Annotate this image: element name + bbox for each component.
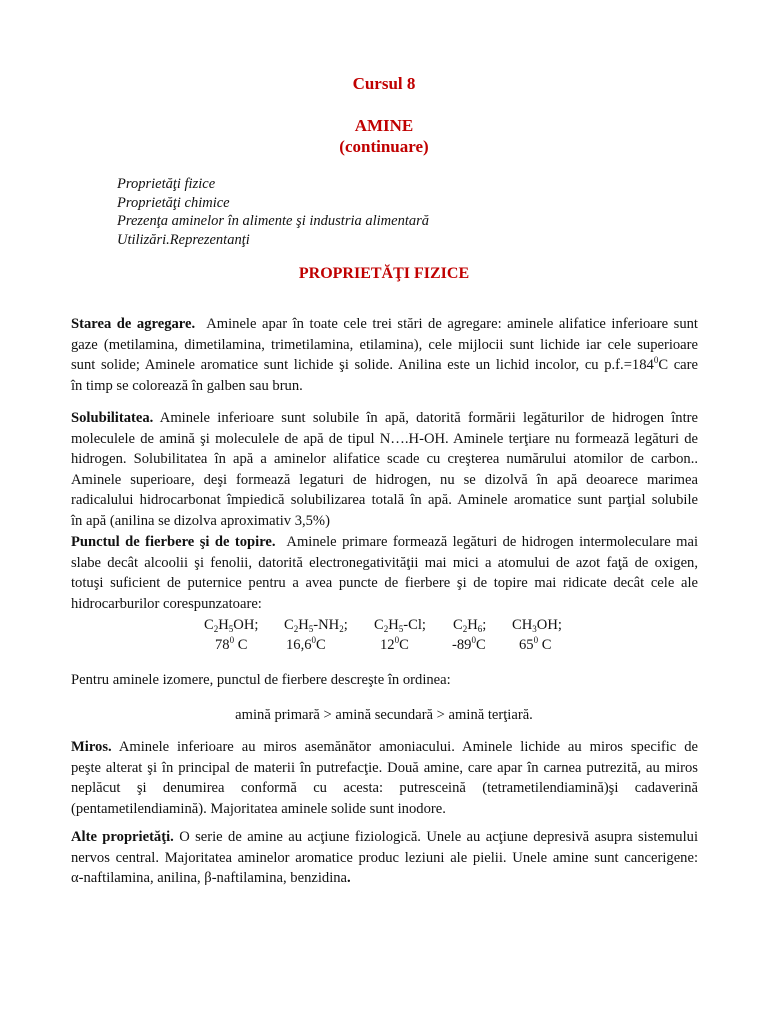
compound-formula-row: [0, 615, 768, 635]
paragraph-text: hidrogen. Solubilitatea în apă a aminelor alifatice scade cu creşterea numărului atomilor de carbon..: [71, 451, 698, 468]
paragraph-text: neplăcut şi denumirea conformă cu acesta: putresceină (tetrametilendiamină)şi cadaverină: [71, 780, 698, 797]
contents-list: [117, 175, 429, 249]
paragraph-miros: [71, 737, 698, 819]
contents-item: Utilizări.Reprezentanţi: [117, 231, 250, 248]
paragraph-fierbere: [71, 532, 698, 614]
compound-formula: $CH_3OH$;: [512, 617, 562, 634]
paragraph-text: radicalului hidrocarbonat împiedică solubilizarea totală în apă. Aminele aromatice sunt parţial solubile: [71, 492, 698, 509]
paragraph-izomere: [71, 670, 698, 691]
paragraph-text: nervos central. Majoritatea aminelor aromatice produc leziuni ale pielii. Unele amine sunt cancerigene:: [71, 849, 698, 866]
boiling-point: $-89^0C$: [452, 635, 486, 653]
boiling-order-line: amină primară > amină secundară > amină terţiară.: [235, 707, 533, 723]
paragraph-solubilitate: [71, 408, 698, 532]
paragraph-text: peşte alterat şi în principal de materii în putrefacţie. Două amine, care apar în carnea putrezită, au miros: [71, 759, 698, 776]
paragraph-text: Aminele apar în toate cele trei stări de agregare: aminele alifatice inferioare sunt: [206, 316, 698, 332]
paragraph-text: Aminele inferioare sunt solubile în apă, datorită formării legăturilor de hidrogen între: [159, 410, 698, 426]
contents-item: Prezenţa aminelor în alimente şi industria alimentară: [117, 213, 429, 229]
compound-formula: $C_2H_6$;: [453, 617, 487, 634]
contents-item: Proprietăţi chimice: [117, 194, 230, 211]
paragraph-text: O serie de amine au acţiune fiziologică. Unele au acţiune depresivă asupra sistemului: [179, 829, 698, 845]
paragraph-agregare: [71, 314, 698, 396]
paragraph-text: C care: [658, 357, 698, 374]
paragraph-text: Aminele inferioare au miros asemănător amoniacului. Aminele lichide au miros specific de: [118, 739, 698, 755]
compound-formula: $C_2H_5-Cl$;: [374, 617, 426, 634]
boiling-point: $65^0$ C: [519, 635, 552, 653]
paragraph-text: Pentru aminele izomere, punctul de fierbere descreşte în ordinea:: [71, 672, 451, 688]
paragraph-text: (pentametilendiamină). Majoritatea aminele solide sunt inodore.: [71, 800, 446, 817]
paragraph-text: gaze (metilamina, dimetilamina, trimetilamina, etilamina), cele mijlocii sunt lichide iar cele superioare: [71, 336, 698, 353]
paragraph-label: Starea de agregare.: [71, 316, 196, 332]
topic-subtitle: (continuare): [339, 137, 429, 156]
paragraph-text: moleculele de amină şi moleculele de apă de tipul N….H-OH. Aminele terţiare nu formează legături de: [71, 430, 698, 447]
paragraph-text: slabe decât alcoolii şi fenolii, datorită electronegativităţii mai mici a atomului de azot faţă de oxigen,: [71, 554, 698, 571]
paragraph-text: sunt solide; Aminele aromatice sunt lichide şi solide. Anilina este un lichid incolor, cu p.f.=184: [71, 357, 654, 374]
paragraph-text: în apă (anilina se dizolva aproximativ 3,5%): [71, 512, 330, 529]
paragraph-text: hidrocarburilor corespunzatoare:: [71, 595, 262, 612]
paragraph-text: Aminele primare formează legături de hidrogen intermoleculare mai: [286, 534, 698, 550]
paragraph-label: Solubilitatea.: [71, 410, 154, 426]
contents-item: Proprietăţi fizice: [117, 176, 216, 192]
compound-formula: $C_2H_5OH$;: [204, 617, 259, 634]
paragraph-label: Punctul de fierbere şi de topire.: [71, 534, 276, 550]
topic-title: AMINE: [354, 116, 414, 135]
boiling-point-row: [0, 635, 768, 655]
boiling-point: 16,6$^0$C: [286, 635, 326, 653]
paragraph-text: totuşi suficient de puternice pentru a avea puncte de fierbere şi de topire mai ridicate decât cele ale: [71, 575, 698, 592]
degree-sup: 0: [653, 355, 659, 366]
course-title: Cursul 8: [352, 74, 416, 93]
paragraph-text: Aminele superioare, deşi formează legaturi de hidrogen, nu se dizolvă în apă deoarece marimea: [71, 471, 698, 488]
paragraph-label: Alte proprietăţi.: [71, 829, 174, 845]
paragraph-alte: [71, 827, 698, 889]
boiling-point: $12^0C$: [380, 635, 409, 653]
section-title: PROPRIETĂŢI FIZICE: [298, 265, 470, 282]
paragraph-label: Miros.: [71, 739, 112, 755]
paragraph-text: α-naftilamina, anilina, β-naftilamina, benzidina: [71, 870, 348, 887]
paragraph-text: în timp se colorează în galben sau brun.: [71, 377, 303, 394]
compound-formula: $C_2H_5-NH_2$;: [284, 617, 348, 634]
boiling-point: $78^0$ C: [215, 635, 248, 653]
paragraph-text: .: [347, 870, 351, 887]
